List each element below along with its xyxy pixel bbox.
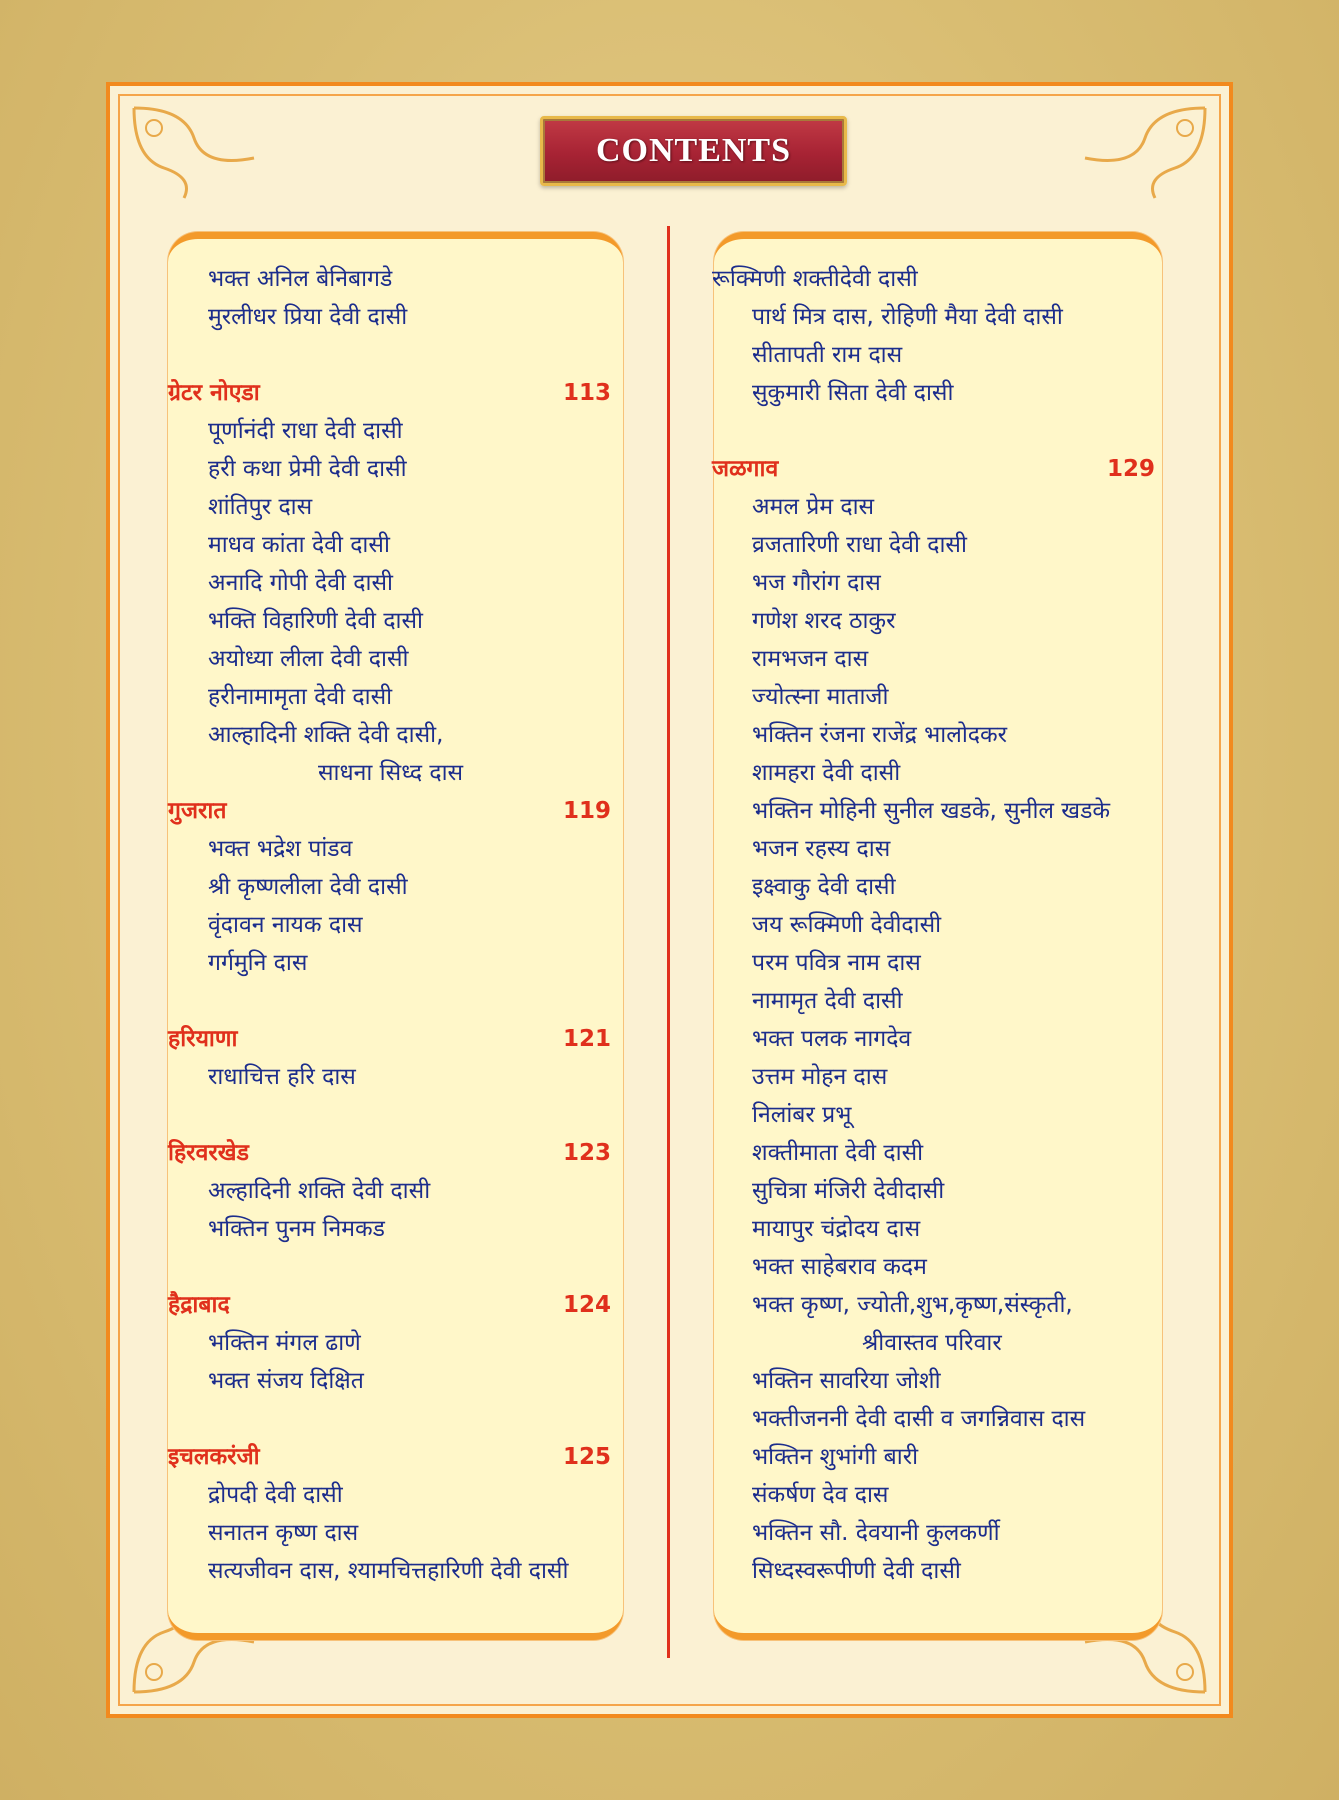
- contents-entry: सीतापती राम दास: [752, 342, 903, 368]
- contents-entry: मुरलीधर प्रिया देवी दासी: [208, 304, 408, 330]
- contents-entry: मायापुर चंद्रोदय दास: [752, 1216, 921, 1242]
- contents-entry: श्रीवास्तव परिवार: [862, 1330, 1002, 1356]
- contents-entry: भक्तिन शुभांगी बारी: [752, 1444, 919, 1470]
- contents-entry: अमल प्रेम दास: [752, 494, 875, 520]
- section-title: ग्रेटर नोएडा: [168, 380, 260, 406]
- contents-entry: उत्तम मोहन दास: [752, 1064, 888, 1090]
- contents-entry: भक्त भद्रेश पांडव: [208, 836, 353, 862]
- contents-entry: शांतिपुर दास: [208, 494, 313, 520]
- contents-entry: भजन रहस्य दास: [752, 836, 891, 862]
- page-number: 124: [562, 1292, 611, 1318]
- page-number: 129: [1106, 456, 1155, 482]
- contents-entry: जय रूक्मिणी देवीदासी: [752, 912, 942, 938]
- contents-entry: ज्योत्स्ना माताजी: [752, 684, 889, 710]
- contents-entry: भक्तीजननी देवी दासी व जगन्निवास दास: [752, 1406, 1086, 1432]
- section-heading[interactable]: [168, 1286, 613, 1324]
- section-heading[interactable]: [168, 1134, 613, 1172]
- contents-entry: अनादि गोपी देवी दासी: [208, 570, 393, 596]
- section-heading[interactable]: [168, 1020, 613, 1058]
- contents-entry: सुकुमारी सिता देवी दासी: [752, 380, 954, 406]
- page-number: 119: [562, 798, 611, 824]
- section-heading[interactable]: [168, 1438, 613, 1476]
- contents-entry: सनातन कृष्ण दास: [208, 1520, 359, 1546]
- contents-entry: शामहरा देवी दासी: [752, 760, 901, 786]
- contents-entry: परम पवित्र नाम दास: [752, 950, 921, 976]
- corner-ornament-top-right-icon: [1055, 98, 1215, 208]
- contents-entry: श्री कृष्णलीला देवी दासी: [208, 874, 408, 900]
- contents-entry: नामामृत देवी दासी: [752, 988, 903, 1014]
- contents-entry: अयोध्या लीला देवी दासी: [208, 646, 409, 672]
- contents-entry: रूक्मिणी शक्तीदेवी दासी: [712, 266, 918, 292]
- section-title: गुजरात: [168, 798, 227, 824]
- contents-entry: भक्ति विहारिणी देवी दासी: [208, 608, 423, 634]
- contents-entry: पार्थ मित्र दास, रोहिणी मैया देवी दासी: [752, 304, 1063, 330]
- page-number: 113: [562, 380, 611, 406]
- contents-entry: शक्तीमाता देवी दासी: [752, 1140, 924, 1166]
- contents-entry: भक्तिन मंगल ढाणे: [208, 1330, 361, 1356]
- section-title: हिरवरखेड: [168, 1140, 249, 1166]
- right-column: [712, 260, 1157, 1590]
- contents-entry: निलांबर प्रभू: [752, 1102, 852, 1128]
- contents-entry: भक्त संजय दिक्षित: [208, 1368, 364, 1394]
- section-title: जळगाव: [712, 456, 779, 482]
- contents-entry: भक्त साहेबराव कदम: [752, 1254, 927, 1280]
- section-heading[interactable]: [168, 792, 613, 830]
- section-heading[interactable]: [712, 450, 1157, 488]
- contents-entry: गणेश शरद ठाकुर: [752, 608, 896, 634]
- contents-entry: साधना सिध्द दास: [318, 760, 464, 786]
- contents-entry: अल्हादिनी शक्ति देवी दासी: [208, 1178, 431, 1204]
- contents-entry: पूर्णानंदी राधा देवी दासी: [208, 418, 403, 444]
- contents-entry: द्रोपदी देवी दासी: [208, 1482, 343, 1508]
- contents-entry: भक्तिन रंजना राजेंद्र भालोदकर: [752, 722, 1008, 748]
- contents-entry: गर्गमुनि दास: [208, 950, 308, 976]
- contents-entry: भक्तिन सौ. देवयानी कुलकर्णी: [752, 1520, 1000, 1546]
- contents-entry: हरीनामामृता देवी दासी: [208, 684, 393, 710]
- section-title: हरियाणा: [168, 1026, 238, 1052]
- contents-entry: माधव कांता देवी दासी: [208, 532, 390, 558]
- contents-entry: भक्तिन मोहिनी सुनील खडके, सुनील खडके: [752, 798, 1111, 824]
- contents-entry: सिध्दस्वरूपीणी देवी दासी: [752, 1558, 961, 1584]
- section-title: हैद्राबाद: [168, 1292, 230, 1318]
- contents-entry: भज गौरांग दास: [752, 570, 881, 596]
- left-column: [168, 260, 613, 1590]
- contents-entry: व्रजतारिणी राधा देवी दासी: [752, 532, 967, 558]
- contents-entry: इक्ष्वाकु देवी दासी: [752, 874, 896, 900]
- contents-entry: भक्तिन सावरिया जोशी: [752, 1368, 941, 1394]
- contents-entry: भक्त पलक नागदेव: [752, 1026, 912, 1052]
- contents-entry: हरी कथा प्रेमी देवी दासी: [208, 456, 407, 482]
- contents-entry: सुचित्रा मंजिरी देवीदासी: [752, 1178, 945, 1204]
- contents-entry: रामभजन दास: [752, 646, 869, 672]
- page-number: 125: [562, 1444, 611, 1470]
- page-number: 121: [562, 1026, 611, 1052]
- contents-entry: भक्त कृष्ण, ज्योती,शुभ,कृष्ण,संस्कृती,: [752, 1292, 1073, 1318]
- section-title: इचलकरंजी: [168, 1444, 260, 1470]
- title-plate: [540, 116, 847, 186]
- contents-entry: राधाचित्त हरि दास: [208, 1064, 356, 1090]
- section-heading[interactable]: [168, 374, 613, 412]
- contents-entry: सत्यजीवन दास, श्यामचित्तहारिणी देवी दासी: [208, 1558, 569, 1584]
- column-divider: [667, 226, 670, 1658]
- contents-entry: संकर्षण देव दास: [752, 1482, 889, 1508]
- contents-entry: भक्त अनिल बेनिबागडे: [208, 266, 393, 292]
- contents-entry: भक्तिन पुनम निमकड: [208, 1216, 385, 1242]
- contents-entry: वृंदावन नायक दास: [208, 912, 363, 938]
- page-title: CONTENTS: [595, 132, 792, 169]
- corner-ornament-top-left-icon: [124, 98, 284, 208]
- page-number: 123: [562, 1140, 611, 1166]
- contents-entry: आल्हादिनी शक्ति देवी दासी,: [208, 722, 444, 748]
